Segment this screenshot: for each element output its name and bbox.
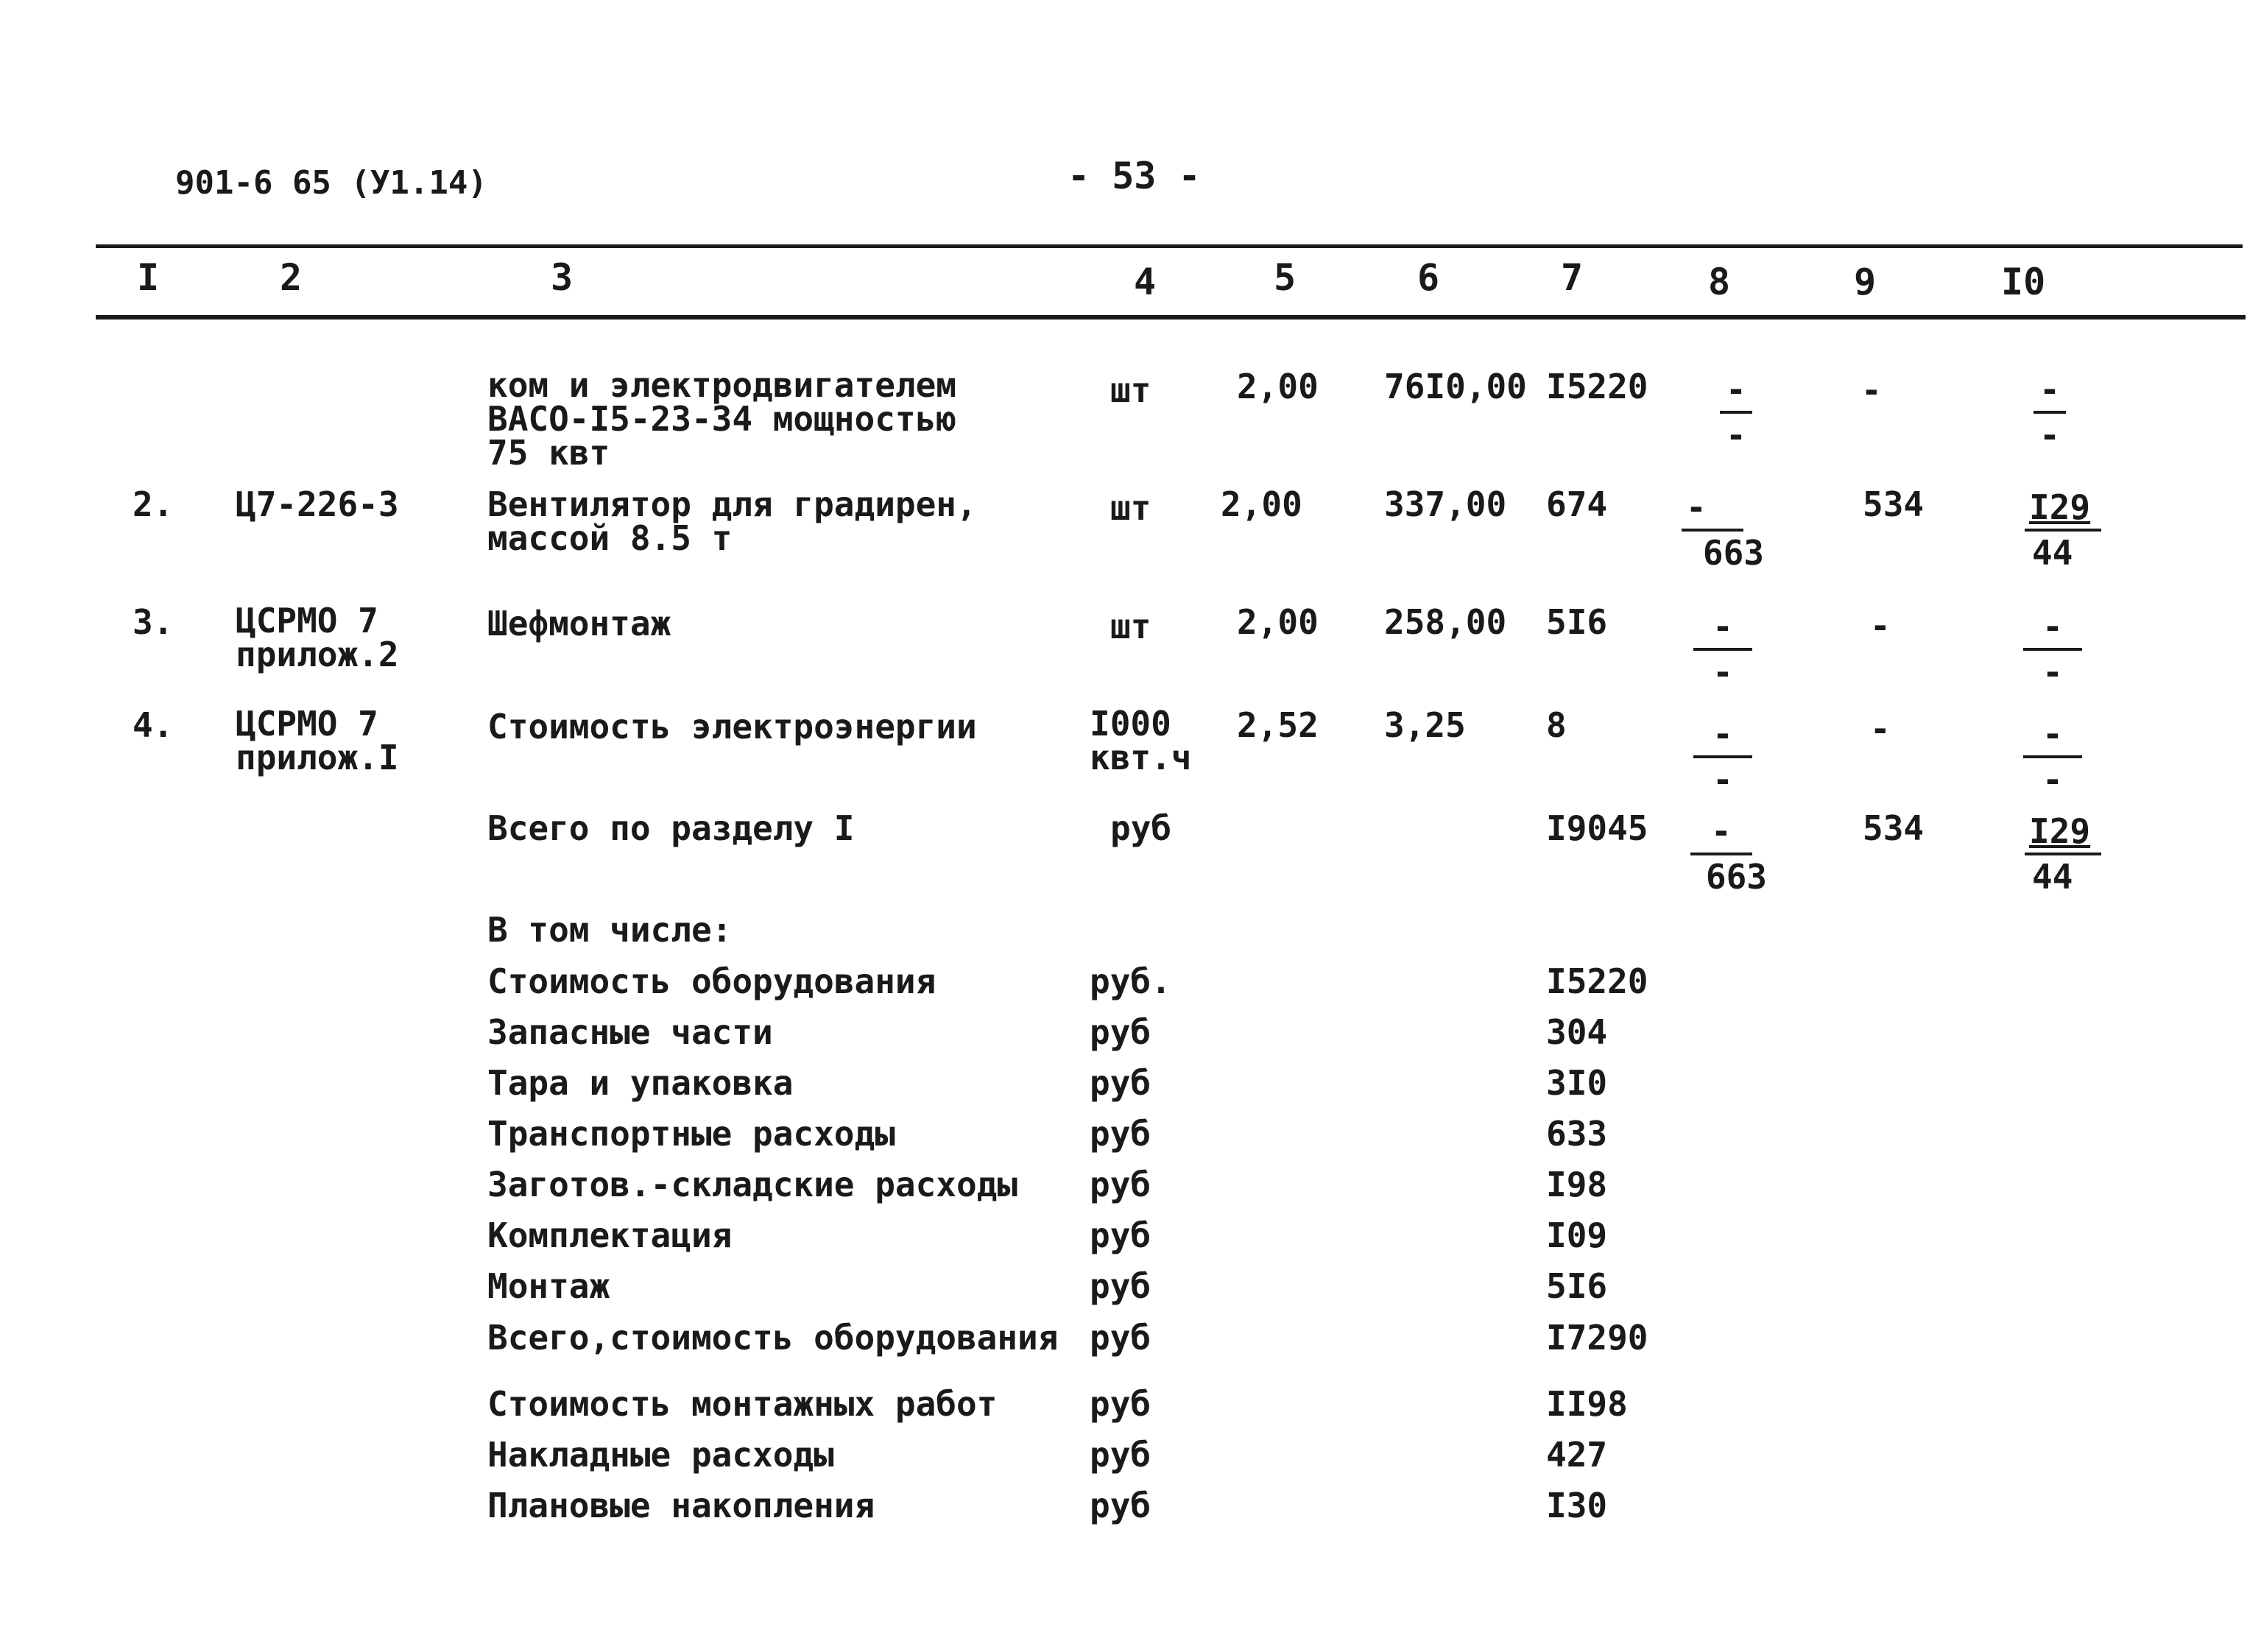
breakdown-value: I98: [1546, 1165, 1608, 1204]
table-row-col8-fraction: [1701, 371, 1771, 453]
breakdown-label: Комплектация: [487, 1215, 733, 1255]
fraction-denominator: 44: [2032, 533, 2073, 573]
table-row-number: 4.: [133, 705, 174, 745]
table-row-col9: -: [1870, 709, 1891, 749]
table-row-col9: -: [1861, 370, 1882, 410]
breakdown-unit: руб: [1090, 1486, 1151, 1525]
fraction-numerator: I29: [2029, 811, 2091, 851]
table-row-unit: шт: [1110, 488, 1151, 528]
table-row-col10-fraction: [2025, 489, 2120, 571]
breakdown-label: Плановые накопления: [487, 1486, 875, 1525]
table-row-col10-fraction: [2025, 813, 2120, 895]
table-row-unit: I000 квт.ч: [1090, 704, 1192, 777]
breakdown-label: Монтаж: [487, 1266, 610, 1306]
table-row-description: Шефмонтаж: [487, 604, 671, 643]
breakdown-value: I09: [1546, 1215, 1608, 1255]
breakdown-value: I30: [1546, 1486, 1608, 1525]
column-header-8: 8: [1708, 261, 1731, 303]
breakdown-unit: руб: [1090, 1435, 1151, 1475]
table-row-code: ЦСРМО 7 прилож.2: [236, 601, 399, 674]
fraction-numerator: -: [2042, 607, 2063, 646]
fraction-bar: [1682, 529, 1743, 532]
fraction-numerator: -: [2042, 714, 2063, 754]
table-header-bottom-rule: [96, 315, 2246, 320]
breakdown-unit: руб.: [1090, 961, 1171, 1001]
breakdown-label: Заготов.-складские расходы: [487, 1165, 1018, 1204]
column-header-7: 7: [1561, 256, 1584, 299]
table-row-quantity: 2,00: [1237, 602, 1319, 642]
fraction-denominator: 663: [1702, 533, 1764, 573]
table-row-description: Вентилятор для градирен, массой 8.5 т: [487, 484, 977, 558]
breakdown-unit: руб: [1090, 1165, 1151, 1204]
page-number: - 53 -: [1068, 155, 1201, 197]
fraction-denominator: -: [2042, 652, 2063, 692]
fraction-bar: [1693, 755, 1752, 758]
fraction-numerator: -: [2039, 370, 2060, 409]
fraction-denominator: -: [1712, 652, 1733, 692]
breakdown-unit: руб: [1090, 1012, 1151, 1052]
fraction-bar: [2025, 529, 2101, 532]
table-row-unit: руб: [1110, 808, 1172, 848]
table-row-description: ком и электродвигателем ВАСО-I5-23-34 мощностью 75 квт: [487, 365, 956, 473]
breakdown-unit: руб: [1090, 1384, 1151, 1424]
fraction-bar: [1693, 648, 1752, 651]
fraction-numerator: -: [1711, 811, 1732, 851]
column-header-9: 9: [1854, 261, 1877, 303]
fraction-bar: [2023, 755, 2082, 758]
section-total-value: I9045: [1546, 808, 1648, 848]
table-row-number: 2.: [133, 484, 174, 524]
table-row-price: 337,00: [1384, 484, 1507, 524]
table-row-description: Стоимость электроэнергии: [487, 707, 977, 746]
table-row-quantity: 2,00: [1221, 484, 1302, 524]
breakdown-label: Стоимость монтажных работ: [487, 1384, 998, 1424]
fraction-numerator: -: [1712, 714, 1733, 754]
fraction-denominator: 663: [1705, 857, 1767, 897]
table-row-total: 8: [1546, 705, 1567, 745]
fraction-numerator: -: [1686, 487, 1707, 527]
section-total-label: Всего по разделу I: [487, 808, 855, 848]
fraction-bar: [1690, 853, 1752, 855]
breakdown-value: 3I0: [1546, 1063, 1608, 1103]
fraction-numerator: I29: [2029, 487, 2091, 527]
column-header-5: 5: [1274, 256, 1297, 299]
fraction-denominator: -: [1726, 415, 1746, 455]
column-header-4: 4: [1134, 261, 1157, 303]
table-top-rule: [96, 244, 2243, 248]
table-row-code: Ц7-226-3: [236, 484, 399, 524]
fraction-denominator: 44: [2032, 857, 2073, 897]
breakdown-unit: руб: [1090, 1318, 1151, 1358]
breakdown-unit: руб: [1090, 1063, 1151, 1103]
breakdown-value: 304: [1546, 1012, 1608, 1052]
document-code: 901-6 65 (У1.14): [175, 164, 487, 202]
breakdown-unit: руб: [1090, 1215, 1151, 1255]
table-row-price: 3,25: [1384, 705, 1466, 745]
breakdown-label: Транспортные расходы: [487, 1114, 895, 1154]
breakdown-unit: руб: [1090, 1114, 1151, 1154]
breakdown-label: Всего,стоимость оборудования: [487, 1318, 1059, 1358]
table-row-col10-fraction: [2017, 716, 2088, 798]
column-header-3: 3: [551, 256, 574, 299]
table-row-unit: шт: [1110, 607, 1151, 646]
breakdown-value: I7290: [1546, 1318, 1648, 1358]
table-row-total: 5I6: [1546, 602, 1608, 642]
breakdown-value: 5I6: [1546, 1266, 1608, 1306]
breakdown-value: I5220: [1546, 961, 1648, 1001]
fraction-numerator: -: [1726, 370, 1746, 409]
breakdown-label: Тара и упаковка: [487, 1063, 794, 1103]
table-row-col9: -: [1870, 606, 1891, 646]
fraction-bar: [2025, 853, 2101, 855]
table-row-price: 76I0,00: [1384, 367, 1527, 406]
column-header-2: 2: [280, 256, 303, 299]
column-header-6: 6: [1417, 256, 1440, 299]
table-row-number: 3.: [133, 602, 174, 642]
table-row-col8-fraction: [1679, 489, 1782, 571]
table-row-col10-fraction: [2014, 371, 2085, 453]
fraction-numerator: -: [1712, 607, 1733, 646]
table-row-col9: 534: [1863, 484, 1925, 524]
breakdown-title: В том числе:: [487, 910, 733, 950]
breakdown-unit: руб: [1090, 1266, 1151, 1306]
table-row-quantity: 2,00: [1237, 367, 1319, 406]
fraction-denominator: -: [2039, 415, 2060, 455]
breakdown-label: Стоимость оборудования: [487, 961, 937, 1001]
table-row-col10-fraction: [2017, 608, 2088, 691]
column-header-10: I0: [2001, 261, 2046, 303]
fraction-denominator: -: [2042, 760, 2063, 799]
fraction-denominator: -: [1712, 760, 1733, 799]
fraction-bar: [2023, 648, 2082, 651]
table-row-col8-fraction: [1687, 608, 1758, 691]
fraction-bar: [1720, 411, 1752, 414]
table-row-col8-fraction: [1687, 716, 1758, 798]
table-row-col8-fraction: [1679, 813, 1782, 895]
table-row-col9: 534: [1863, 808, 1925, 848]
breakdown-value: 427: [1546, 1435, 1608, 1475]
table-row-price: 258,00: [1384, 602, 1507, 642]
table-row-total: 674: [1546, 484, 1608, 524]
table-row-code: ЦСРМО 7 прилож.I: [236, 704, 399, 777]
table-row-unit: шт: [1110, 370, 1151, 410]
table-row-total: I5220: [1546, 367, 1648, 406]
breakdown-label: Накладные расходы: [487, 1435, 834, 1475]
breakdown-value: 633: [1546, 1114, 1608, 1154]
table-row-quantity: 2,52: [1237, 705, 1319, 745]
fraction-bar: [2034, 411, 2066, 414]
breakdown-label: Запасные части: [487, 1012, 773, 1052]
column-header-1: I: [137, 256, 160, 299]
breakdown-value: II98: [1546, 1384, 1628, 1424]
